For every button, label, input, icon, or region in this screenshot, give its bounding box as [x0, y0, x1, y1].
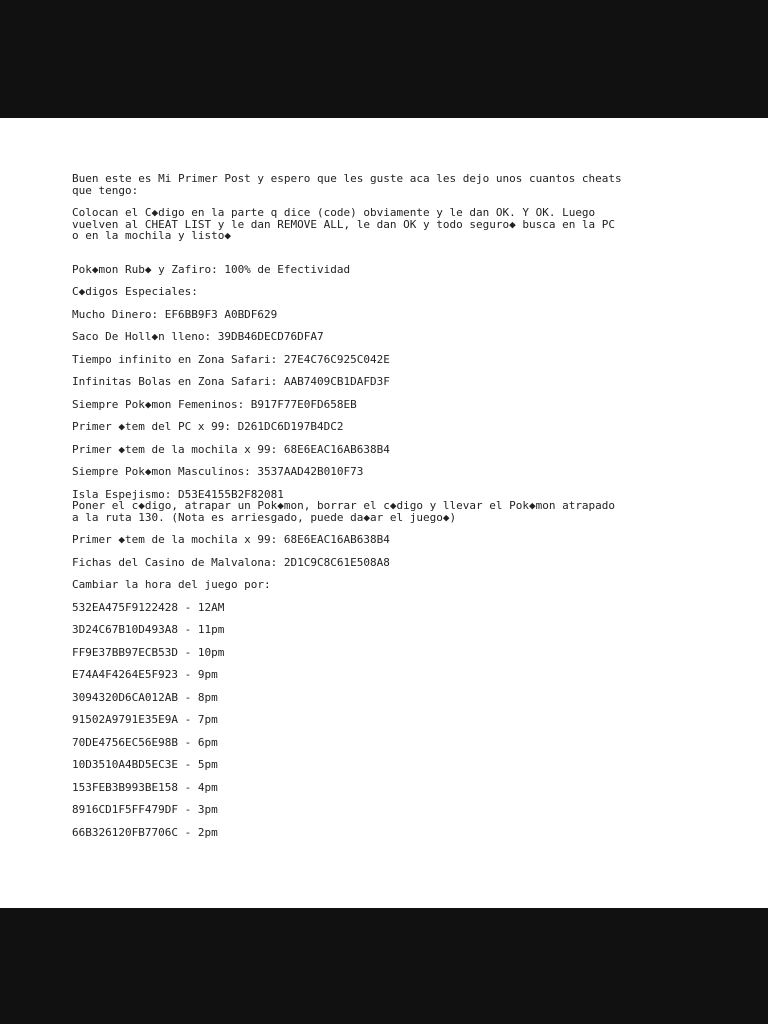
post-content [72, 173, 722, 838]
isla-title: Isla Espejismo: D53E4155B2F82081 [72, 487, 284, 501]
time-code: 66B326120FB7706C - 2pm [72, 825, 218, 839]
isla-note-line: Poner el c◆digo, atrapar un Pok◆mon, borrar el c◆digo y llevar el Pok◆mon atrapado [72, 499, 616, 512]
cheat-entry: Siempre Pok◆mon Masculinos: 3537AAD42B010F73 [72, 465, 364, 478]
instructions-line: o en la mochila y listo◆ [72, 229, 231, 242]
game-title: Pok◆mon Rub◆ y Zafiro: 100% de Efectividad [72, 262, 351, 276]
time-code: FF9E37BB97ECB53D - 10pm [72, 645, 225, 659]
time-code: 3094320D6CA012AB - 8pm [72, 690, 218, 704]
cheat-entry: Primer ◆tem de la mochila x 99: 68E6EAC16AB638B4 [72, 442, 390, 456]
time-code: 10D3510A4BD5EC3E - 5pm [72, 758, 218, 771]
intro-line: que tengo: [72, 183, 139, 197]
instructions-line: vuelven al CHEAT LIST y le dan REMOVE ALL, le dan OK y todo seguro◆ busca en la PC [72, 217, 616, 231]
cheat-entry: Siempre Pok◆mon Femeninos: B917F77E0FD658EB [72, 397, 357, 411]
section-title: C◆digos Especiales: [72, 285, 198, 298]
time-code: 8916CD1F5FF479DF - 3pm [72, 803, 218, 816]
cheat-entry: Saco De Holl◆n lleno: 39DB46DECD76DFA7 [72, 330, 324, 343]
cheat-entry: Fichas del Casino de Malvalona: 2D1C9C8C61E508A8 [72, 555, 390, 569]
time-code: 153FEB3B993BE158 - 4pm [72, 780, 218, 794]
time-code: 532EA475F9122428 - 12AM [72, 600, 225, 614]
cheat-list [72, 309, 722, 478]
instructions-line: Colocan el C◆digo en la parte q dice (code) obviamente y le dan OK. Y OK. Luego [72, 206, 596, 219]
cheat-entry: Primer ◆tem de la mochila x 99: 68E6EAC16AB638B4 [72, 533, 390, 546]
time-code: 3D24C67B10D493A8 - 11pm [72, 623, 225, 636]
intro-paragraph [72, 173, 722, 196]
intro-line: Buen este es Mi Primer Post y espero que les guste aca les dejo unos cuantos cheats [72, 172, 622, 185]
time-code-list [72, 602, 722, 839]
cheat-entry: Infinitas Bolas en Zona Safari: AAB7409CB1DAFD3F [72, 375, 390, 388]
isla-espejismo-entry [72, 489, 722, 524]
time-change-heading: Cambiar la hora del juego por: [72, 578, 271, 591]
time-code: E74A4F4264E5F923 - 9pm [72, 668, 218, 681]
cheat-entry: Mucho Dinero: EF6BB9F3 A0BDF629 [72, 307, 278, 321]
document-page[interactable] [0, 118, 768, 908]
isla-note-line: a la ruta 130. (Nota es arriesgado, puede da◆ar el juego◆) [72, 510, 457, 524]
time-code: 91502A9791E35E9A - 7pm [72, 713, 218, 726]
cheat-entry: Primer ◆tem del PC x 99: D261DC6D197B4DC2 [72, 420, 344, 433]
cheat-entry: Tiempo infinito en Zona Safari: 27E4C76C925C042E [72, 352, 390, 366]
time-code: 70DE4756EC56E98B - 6pm [72, 735, 218, 749]
instructions-paragraph [72, 207, 722, 242]
spacer [72, 253, 722, 264]
cheat-list-after [72, 534, 722, 591]
